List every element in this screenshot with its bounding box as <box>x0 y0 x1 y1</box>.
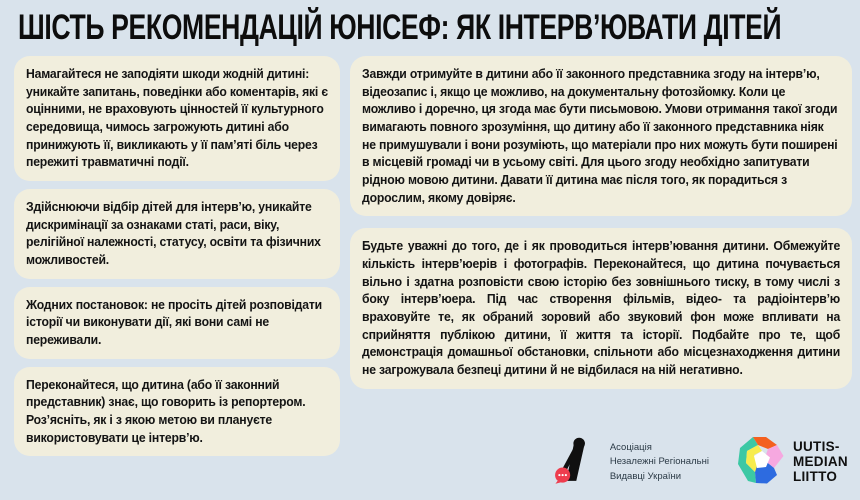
faceted-pentagon-icon <box>735 435 785 490</box>
speech-bubble-letter-a-icon <box>554 436 600 489</box>
anrvu-line-2: Незалежні Регіональні <box>609 456 709 468</box>
content-columns <box>14 56 852 496</box>
recommendation-card-1 <box>14 56 340 181</box>
recommendation-text-2: Здійснюючи відбір дітей для інтерв’ю, уникайте дискримінації за ознаками статі, раси, віку, релігійної належності, статусу, освіти та фізичних можливостей. <box>26 199 321 268</box>
page-title-wrap <box>18 6 850 50</box>
recommendation-card-2 <box>14 189 340 279</box>
uutismedialiitto-logo <box>735 435 848 490</box>
recommendation-text-5: Завжди отримуйте в дитини або її законного представника згоду на інтерв’ю, відеозапис і, якщо це можливо, на документальну фотозйомку. Коли це можливо і доречно, ця згода має бути письмовою. Умови отримання такої згоди вимагають повного зрозуміння, що дитину або її законного представника ніяк не примушували і вони розуміють, що матеріали про них можуть бути поширені в місцевій громаді чи в усьому світі. Для цього згоду необхідно запитувати рідною мовою дитини. Давати її дитина має після того, як порадиться з дорослим, якому довіряє. <box>362 66 838 205</box>
recommendation-text-4: Переконайтеся, що дитина (або її законний представник) знає, що говорить із репортером. Роз’ясніть, як і з якою метою ви плануєте використовувати це інтерв’ю. <box>26 376 306 445</box>
recommendation-text-1: Намагайтеся не заподіяти шкоди жодній дитині: уникайте запитань, поведінки або коментарів, які є оцінними, не враховують цінностей її культурного середовища, чимось загрожують дитині або принижують її, викликають у її пам’яті біль через пережиті травматичні події. <box>26 66 328 170</box>
page-title: ШІСТЬ РЕКОМЕНДАЦІЙ ЮНІСЕФ: ЯК ІНТЕРВ’ЮВАТИ ДІТЕЙ <box>18 8 782 47</box>
uutis-line-3: LIITTO <box>792 468 838 484</box>
recommendation-text-3: Жодних постановок: не просіть дітей розповідати історії чи виконувати дії, які вони самі не переживали. <box>26 296 322 348</box>
uutis-line-1: UUTIS- <box>792 439 840 455</box>
recommendation-text-6: Будьте уважні до того, де і як проводиться інтерв’ювання дитини. Обмежуйте кількість інтерв’юерів і фотографів. Переконайтеся, що дитина почувається вільно і здатна розповісти свою історію без зовнішнього тиску, в тому числі з боку інтерв’юера. Під час створення фільмів, відео- та радіоінтерв’ю враховуйте те, як обраний зоровий або звуковий фон може впливати на сприйняття публікою дитини, її життя та історії. Подбайте про те, щоб демонстрація домашньої обстановки, спільноти або місцезнаходження дитини не загрожувала безпеці дитини й не відбилася на ній негативно. <box>362 238 841 378</box>
recommendation-card-5 <box>350 56 852 216</box>
recommendation-card-3 <box>14 287 340 359</box>
footer-logos <box>350 435 852 496</box>
anrvu-logo-text <box>610 441 709 484</box>
uutis-line-2: MEDIAN <box>792 454 848 470</box>
anrvu-line-3: Видавці України <box>609 470 682 482</box>
left-column <box>14 56 340 496</box>
recommendation-card-6 <box>350 228 852 388</box>
uutismedialiitto-logo-text <box>793 440 848 485</box>
anrvu-line-1: Асоціація <box>609 442 652 454</box>
recommendation-card-4 <box>14 367 340 457</box>
anrvu-logo <box>554 436 709 489</box>
right-column <box>350 56 852 496</box>
